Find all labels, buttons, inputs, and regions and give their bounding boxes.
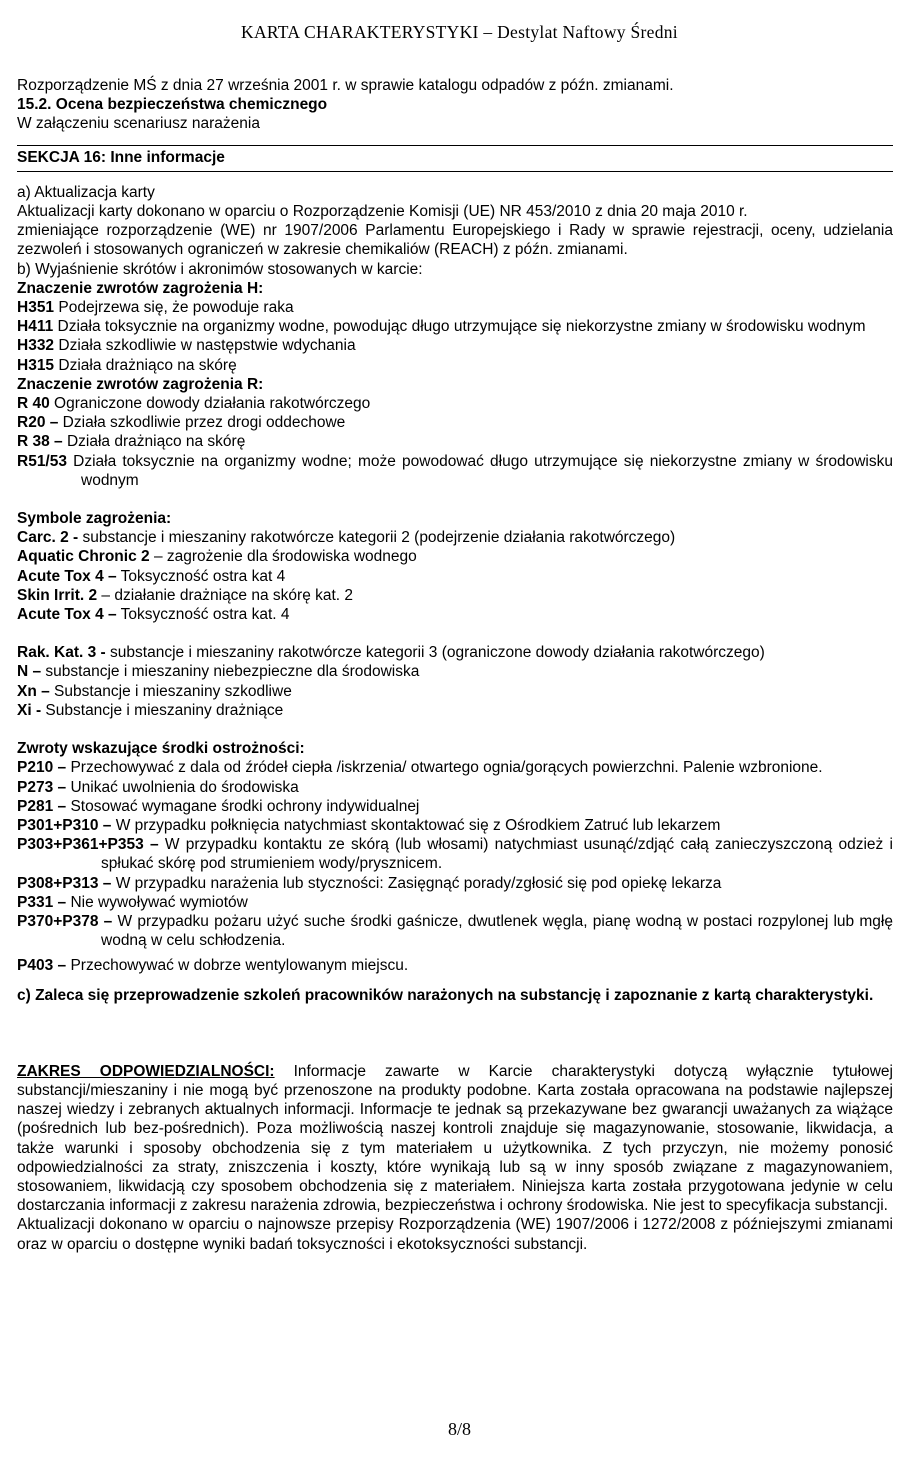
responsibility-label: ZAKRES ODPOWIEDZIALNOŚCI: (17, 1062, 275, 1080)
r-text: Działa drażniąco na skórę (62, 433, 246, 451)
hazard-symbols-title: Symbole zagrożenia: (17, 510, 172, 528)
page-number: 8/8 (447, 1419, 471, 1439)
symbol-code: Acute Tox 4 – (17, 606, 117, 624)
precaution-item (17, 797, 893, 816)
h-phrase-item (17, 298, 893, 317)
r-phrases-title: Znaczenie zwrotów zagrożenia R: (17, 375, 264, 393)
r-code: R 40 (17, 395, 50, 413)
precaution-code: P331 – (17, 893, 67, 911)
precaution-item (17, 893, 893, 912)
symbol-text: substancje i mieszaniny rakotwórcze kategorii 2 (podejrzenie działania rakotwórczego) (78, 529, 676, 547)
precaution-text: Nie wywoływać wymiotów (66, 893, 248, 911)
precaution-item (17, 778, 893, 797)
class-code: Rak. Kat. 3 - (17, 644, 106, 662)
class-text: substancje i mieszaniny rakotwórcze kategorii 3 (ograniczone dowody działania rakotwórczego) (105, 644, 765, 662)
precaution-code: P301+P310 – (17, 816, 112, 834)
responsibility-update-text: Aktualizacji dokonano w oparciu o najnowsze przepisy Rozporządzenia (WE) 1907/2006 i 1272/2008 z późniejszymi zmianami oraz w oparciu o dostępne wyniki badań toksyczności i ekotoksyczności substancji. (17, 1216, 893, 1253)
hazard-symbol-item (17, 605, 893, 624)
precaution-item (17, 874, 893, 893)
r-phrase-item (17, 394, 893, 413)
r-text: Ograniczone dowody działania rakotwórczego (49, 395, 371, 413)
precaution-code: P403 – (17, 957, 67, 975)
precaution-item (17, 816, 893, 835)
h-phrase-item (17, 336, 893, 355)
precaution-text: Przechowywać w dobrze wentylowanym miejscu. (66, 957, 409, 975)
precaution-text: W przypadku połknięcia natychmiast skontaktować się z Ośrodkiem Zatruć lub lekarzem (111, 816, 721, 834)
responsibility-block (17, 1062, 893, 1216)
precaution-text: Przechowywać z dala od źródeł ciepła /iskrzenia/ otwartego ognia/gorących powierzchni. Palenie wzbronione. (66, 759, 823, 777)
update-text-1: Aktualizacji karty dokonano w oparciu o Rozporządzenie Komisji (UE) NR 453/2010 z dnia 20 maja 2010 r. (17, 203, 748, 221)
abbreviations-title: b) Wyjaśnienie skrótów i akronimów stosowanych w karcie: (17, 260, 423, 278)
precaution-item (17, 956, 893, 975)
class-code: N – (17, 663, 42, 681)
precautionary-title: Zwroty wskazujące środki ostrożności: (17, 740, 305, 758)
section-16-title: SEKCJA 16: Inne informacje (17, 145, 893, 172)
precaution-code: P370+P378 – (17, 912, 113, 930)
hazard-class-item (17, 643, 893, 662)
precautionary-list (17, 758, 893, 975)
r-phrase-item (17, 413, 893, 432)
precaution-text: Stosować wymagane środki ochrony indywidualnej (66, 797, 420, 815)
hazard-symbol-item (17, 528, 893, 547)
precaution-text: Unikać uwolnienia do środowiska (66, 778, 299, 796)
section-15-2-heading: 15.2. Ocena bezpieczeństwa chemicznego (17, 96, 328, 114)
r-phrase-item (17, 432, 893, 451)
r-phrases-list (17, 394, 893, 490)
precaution-code: P210 – (17, 759, 67, 777)
attachment-note: W załączeniu scenariusz narażenia (17, 115, 260, 133)
hazard-symbol-item (17, 567, 893, 586)
precaution-code: P273 – (17, 778, 67, 796)
symbol-text: Toksyczność ostra kat. 4 (116, 606, 290, 624)
precaution-code: P303+P361+P353 – (17, 836, 159, 854)
r-code: R 38 – (17, 433, 63, 451)
document-body (17, 76, 893, 1254)
h-code: H351 (17, 299, 55, 317)
r-text: Działa toksycznie na organizmy wodne; może powodować długo utrzymujące się niekorzystne zmiany w środowisku wodnym (66, 452, 893, 489)
update-title: a) Aktualizacja karty (17, 183, 155, 201)
h-code: H411 (17, 318, 54, 336)
precaution-item (17, 835, 893, 873)
precaution-item (17, 758, 893, 777)
symbol-code: Aquatic Chronic 2 (17, 548, 150, 566)
r-code: R51/53 (17, 452, 67, 470)
r-phrase-item (17, 452, 893, 490)
h-code: H315 (17, 356, 55, 374)
hazard-symbol-item (17, 547, 893, 566)
hazard-symbol-item (17, 586, 893, 605)
class-text: Substancje i mieszaniny drażniące (41, 701, 284, 719)
responsibility-text: Informacje zawarte w Karcie charakterystyki dotyczą wyłącznie tytułowej substancji/mieszaniny i nie mogą być przenoszone na produkty podobne. Karta została opracowana na podstawie najlepszej naszej wiedzy i zebranych aktualnych informacji. Informacje te jednak są przekazywane bez gwarancji uważanych za wiążące (pośrednich lub bez-pośrednich). Poza możliwością naszej kontroli znajduje się magazynowanie, stosowanie, likwidacja, a także warunki i sposoby obchodzenia się z tym materiałem u użytkownika. Z tych przyczyn, nie możemy ponosić odpowiedzialności za straty, zniszczenia i koszty, które wynikają lub są w inny sposób związane z magazynowaniem, stosowaniem, likwidacją czy sposobem obchodzenia się z materiałem. Niniejsza karta została przygotowana jedynie w celu dostarczania informacji z zakresu narażenia zdrowia, bezpieczeństwa i ochrony środowiska. Nie jest to specyfikacja substancji. (17, 1062, 893, 1215)
precaution-item (17, 912, 893, 950)
update-text-2: zmieniające rozporządzenie (WE) nr 1907/2006 Parlamentu Europejskiego i Rady w sprawie rejestracji, oceny, udzielania zezwoleń i stosowanych ograniczeń w zakresie chemikaliów (REACH) z późn. zmianami. (17, 222, 893, 259)
h-text: Działa toksycznie na organizmy wodne, powodując długo utrzymujące się niekorzystne zmiany w środowisku wodnym (53, 318, 866, 336)
class-text: Substancje i mieszaniny szkodliwe (49, 682, 292, 700)
symbol-text: – zagrożenie dla środowiska wodnego (149, 548, 417, 566)
h-phrase-item (17, 356, 893, 375)
hazard-symbols-list (17, 528, 893, 624)
h-text: Działa drażniąco na skórę (54, 356, 237, 374)
symbol-code: Acute Tox 4 – (17, 567, 117, 585)
hazard-class-item (17, 662, 893, 681)
h-text: Działa szkodliwie w następstwie wdychania (54, 337, 356, 355)
class-code: Xn – (17, 682, 50, 700)
training-recommendation: c) Zaleca się przeprowadzenie szkoleń pracowników narażonych na substancję i zapoznanie z kartą charakterystyki. (17, 986, 874, 1004)
h-text: Podejrzewa się, że powoduje raka (54, 299, 294, 317)
h-phrases-title: Znaczenie zwrotów zagrożenia H: (17, 279, 264, 297)
hazard-class-item (17, 682, 893, 701)
precaution-text: W przypadku pożaru użyć suche środki gaśnicze, dwutlenek węgla, pianę wodną w postaci rozpylonej lub mgłę wodną w celu schłodzenia. (101, 912, 893, 950)
symbol-text: Toksyczność ostra kat 4 (116, 567, 286, 585)
precaution-text: W przypadku narażenia lub styczności: Zasięgnąć porady/zgłosić się pod opiekę lekarza (111, 874, 722, 892)
r-code: R20 – (17, 414, 59, 432)
hazard-classes-list (17, 643, 893, 720)
h-code: H332 (17, 337, 55, 355)
regulation-line: Rozporządzenie MŚ z dnia 27 września 2001 r. w sprawie katalogu odpadów z późn. zmianami. (17, 77, 674, 94)
class-code: Xi - (17, 701, 42, 719)
symbol-code: Skin Irrit. 2 (17, 586, 98, 604)
hazard-class-item (17, 701, 893, 720)
page-header: KARTA CHARAKTERYSTYKI – Destylat Naftowy Średni (241, 22, 678, 42)
h-phrases-list (17, 298, 893, 375)
symbol-code: Carc. 2 - (17, 529, 79, 547)
precaution-code: P308+P313 – (17, 874, 112, 892)
r-text: Działa szkodliwie przez drogi oddechowe (58, 414, 346, 432)
symbol-text: – działanie drażniące na skórę kat. 2 (97, 586, 354, 604)
precaution-text: W przypadku kontaktu ze skórą (lub włosami) natychmiast usunąć/zdjąć całą zanieczyszczoną odzież i spłukać skórę pod strumieniem wody/prysznicem. (101, 836, 893, 873)
h-phrase-item (17, 317, 893, 336)
precaution-code: P281 – (17, 797, 67, 815)
class-text: substancje i mieszaniny niebezpieczne dla środowiska (41, 663, 420, 681)
